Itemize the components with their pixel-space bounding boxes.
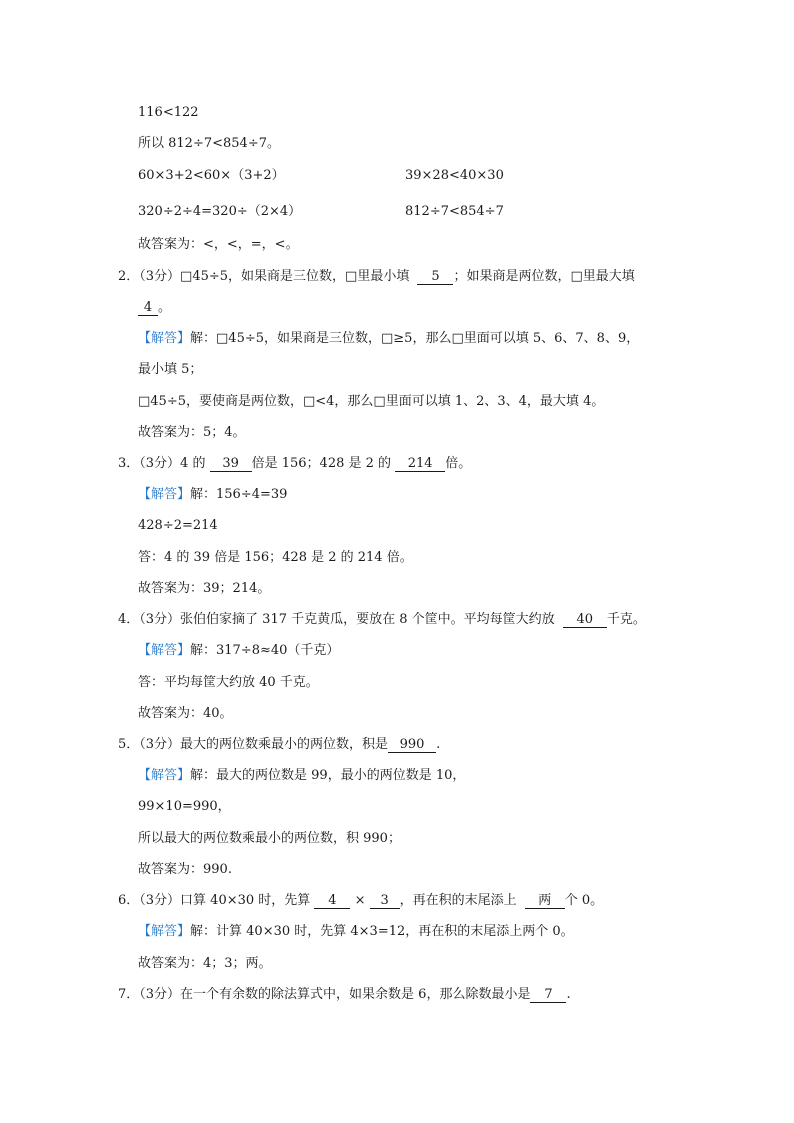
question-text: （3分）在一个有余数的除法算式中，如果余数是 6，那么除数最小是 [139, 987, 531, 1002]
question-text: 个 0。 [564, 893, 604, 908]
answer-blank: 3 [370, 893, 400, 909]
answer-blank: 4 [138, 300, 158, 316]
prev-compare-2b: 812÷7<854÷7 [405, 204, 504, 219]
answer-2: 故答案为：5；4。 [138, 425, 246, 440]
question-3 [118, 455, 471, 473]
question-number: 3． [118, 456, 140, 471]
answer-4: 故答案为：40。 [138, 706, 233, 721]
prev-compare-1a: 60×3+2<60×（3+2） [138, 168, 285, 183]
solution-4-step-1: 【解答】解：317÷8≈40（千克） [138, 643, 340, 658]
question-text: ；如果商是两位数，□里最大填 [453, 269, 635, 284]
prev-compare-1b: 39×28<40×30 [405, 168, 504, 183]
question-text: （3分）□45÷5，如果商是三位数，□里最小填 [139, 269, 410, 284]
prev-answer: 故答案为：<，<，=，<。 [138, 237, 299, 252]
prev-compare-2a: 320÷2÷4=320÷（2×4） [138, 204, 302, 219]
solution-2-step-1: 【解答】解：□45÷5，如果商是三位数，□≥5，那么□里面可以填 5、6、7、8、9， [138, 331, 640, 346]
answer-blank: 两 [525, 893, 565, 909]
solution-5-step-2: 99×10=990， [138, 799, 231, 814]
question-text: 倍是 156；428 是 2 的 [251, 456, 392, 471]
solution-2-step-3: □45÷5，要使商是两位数，□<4，那么□里面可以填 1、2、3、4，最大填 4。 [138, 394, 605, 409]
question-text: . [566, 987, 571, 1002]
question-text: . [436, 737, 441, 752]
solution-tag: 【解答】 [138, 487, 191, 502]
answer-blank: 5 [417, 269, 453, 285]
solution-3-step-3: 答：4 的 39 倍是 156；428 是 2 的 214 倍。 [138, 550, 413, 565]
solution-3-step-2: 428÷2=214 [138, 518, 218, 533]
solution-tag: 【解答】 [138, 643, 191, 658]
solution-5-step-3: 所以最大的两位数乘最小的两位数，积 990； [138, 831, 401, 846]
question-7 [118, 986, 571, 1004]
question-text: × [354, 893, 366, 908]
question-2-line-2 [138, 299, 171, 317]
question-number: 2． [118, 269, 140, 284]
solution-tag: 【解答】 [138, 768, 191, 783]
answer-blank: 214 [395, 456, 445, 472]
solution-2-step-2: 最小填 5； [138, 362, 203, 377]
answer-blank: 4 [314, 893, 350, 909]
answer-blank: 39 [210, 456, 252, 472]
solution-tag: 【解答】 [138, 924, 191, 939]
question-number: 4． [118, 612, 140, 627]
question-number: 5． [118, 737, 140, 752]
answer-5: 故答案为：990. [138, 862, 232, 877]
answer-6: 故答案为：4；3；两。 [138, 956, 272, 971]
prev-step-2: 所以 812÷7<854÷7。 [138, 136, 280, 151]
solution-5-step-1: 【解答】解：最大的两位数是 99，最小的两位数是 10， [138, 768, 466, 783]
answer-blank: 40 [563, 612, 607, 628]
question-6 [118, 892, 603, 910]
question-text: （3分）口算 40×30 时，先算 [139, 893, 311, 908]
answer-blank: 7 [530, 987, 566, 1003]
solution-3-step-1: 【解答】解：156÷4=39 [138, 487, 288, 502]
question-text: 倍。 [445, 456, 472, 471]
solution-6-step-1: 【解答】解：计算 40×30 时，先算 4×3=12，再在积的末尾添上两个 0。 [138, 924, 574, 939]
question-number: 7． [118, 987, 140, 1002]
question-text: （3分）张伯伯家摘了 317 千克黄瓜，要放在 8 个筐中。平均每筐大约放 [139, 612, 555, 627]
question-number: 6． [118, 893, 140, 908]
question-text: （3分）4 的 [139, 456, 206, 471]
question-text: 。 [158, 300, 172, 315]
solution-4-step-2: 答：平均每筐大约放 40 千克。 [138, 675, 319, 690]
question-text: （3分）最大的两位数乘最小的两位数，积是 [139, 737, 389, 752]
answer-blank: 990 [388, 737, 436, 753]
question-text: 千克。 [606, 612, 646, 627]
question-5 [118, 736, 440, 754]
answer-3: 故答案为：39；214。 [138, 581, 271, 596]
question-text: ，再在积的末尾添上 [399, 893, 517, 908]
question-2 [118, 268, 635, 286]
question-4 [118, 611, 646, 629]
prev-step-1: 116<122 [138, 105, 199, 120]
solution-tag: 【解答】 [138, 331, 191, 346]
